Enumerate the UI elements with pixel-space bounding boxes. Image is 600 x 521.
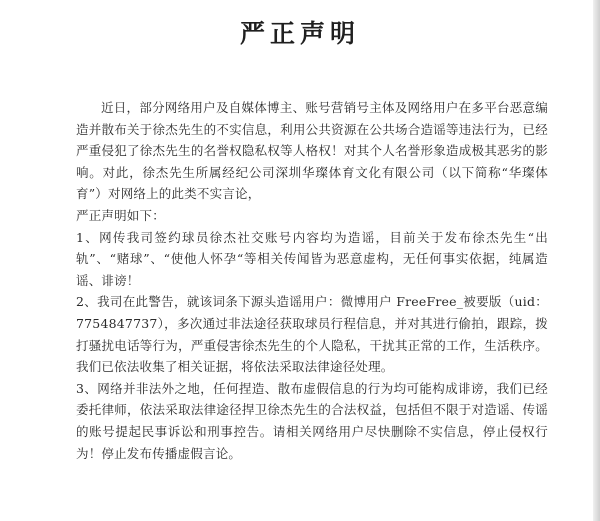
statement-heading: 严正声明如下：	[76, 207, 165, 223]
document-body	[76, 97, 548, 464]
page-edge-shadow	[593, 0, 600, 521]
document-title: 严正声明	[239, 19, 360, 48]
statement-point-2: 2、我司在此警告，就该词条下源头造谣用户：微博用户 FreeFree_被要版（uid：7754847737），多次通过非法途径获取球员行程信息，并对其进行偷拍，跟踪，拨打骚扰电话等行为，严重侵害徐杰先生的个人隐私，干扰其正常的工作，生活秩序。我们已依法收集了相关证据，将依法采取法律途径处理。	[76, 294, 548, 375]
statement-point-3: 3、网络并非法外之地，任何捏造、散布虚假信息的行为均可能构成诽谤，我们已经委托律师，依法采取法律途径捍卫徐杰先生的合法权益，包括但不限于对造谣、传谣的账号提起民事诉讼和刑事控告。请相关网络用户尽快删除不实信息，停止侵权行为！停止发布传播虚假言论。	[76, 380, 548, 461]
statement-point-1: 1、网传我司签约球员徐杰社交账号内容均为造谣，目前关于发布徐杰先生“出轨”、“赌球”、“使他人怀孕“等相关传闻皆为恶意虚构，无任何事实依据，纯属造谣、诽谤！	[76, 229, 548, 288]
intro-paragraph: 近日，部分网络用户及自媒体博主、账号营销号主体及网络用户在多平台恶意编造并散布关于徐杰先生的不实信息，利用公共资源在公共场合造谣等违法行为，已经严重侵犯了徐杰先生的名誉权隐私权等人格权！对其个人名誉形象造成极其恶劣的影响。对此，徐杰先生所属经纪公司深圳华璨体育文化有限公司（以下简称“华璨体育”）对网络上的此类不实言论，	[76, 100, 548, 202]
